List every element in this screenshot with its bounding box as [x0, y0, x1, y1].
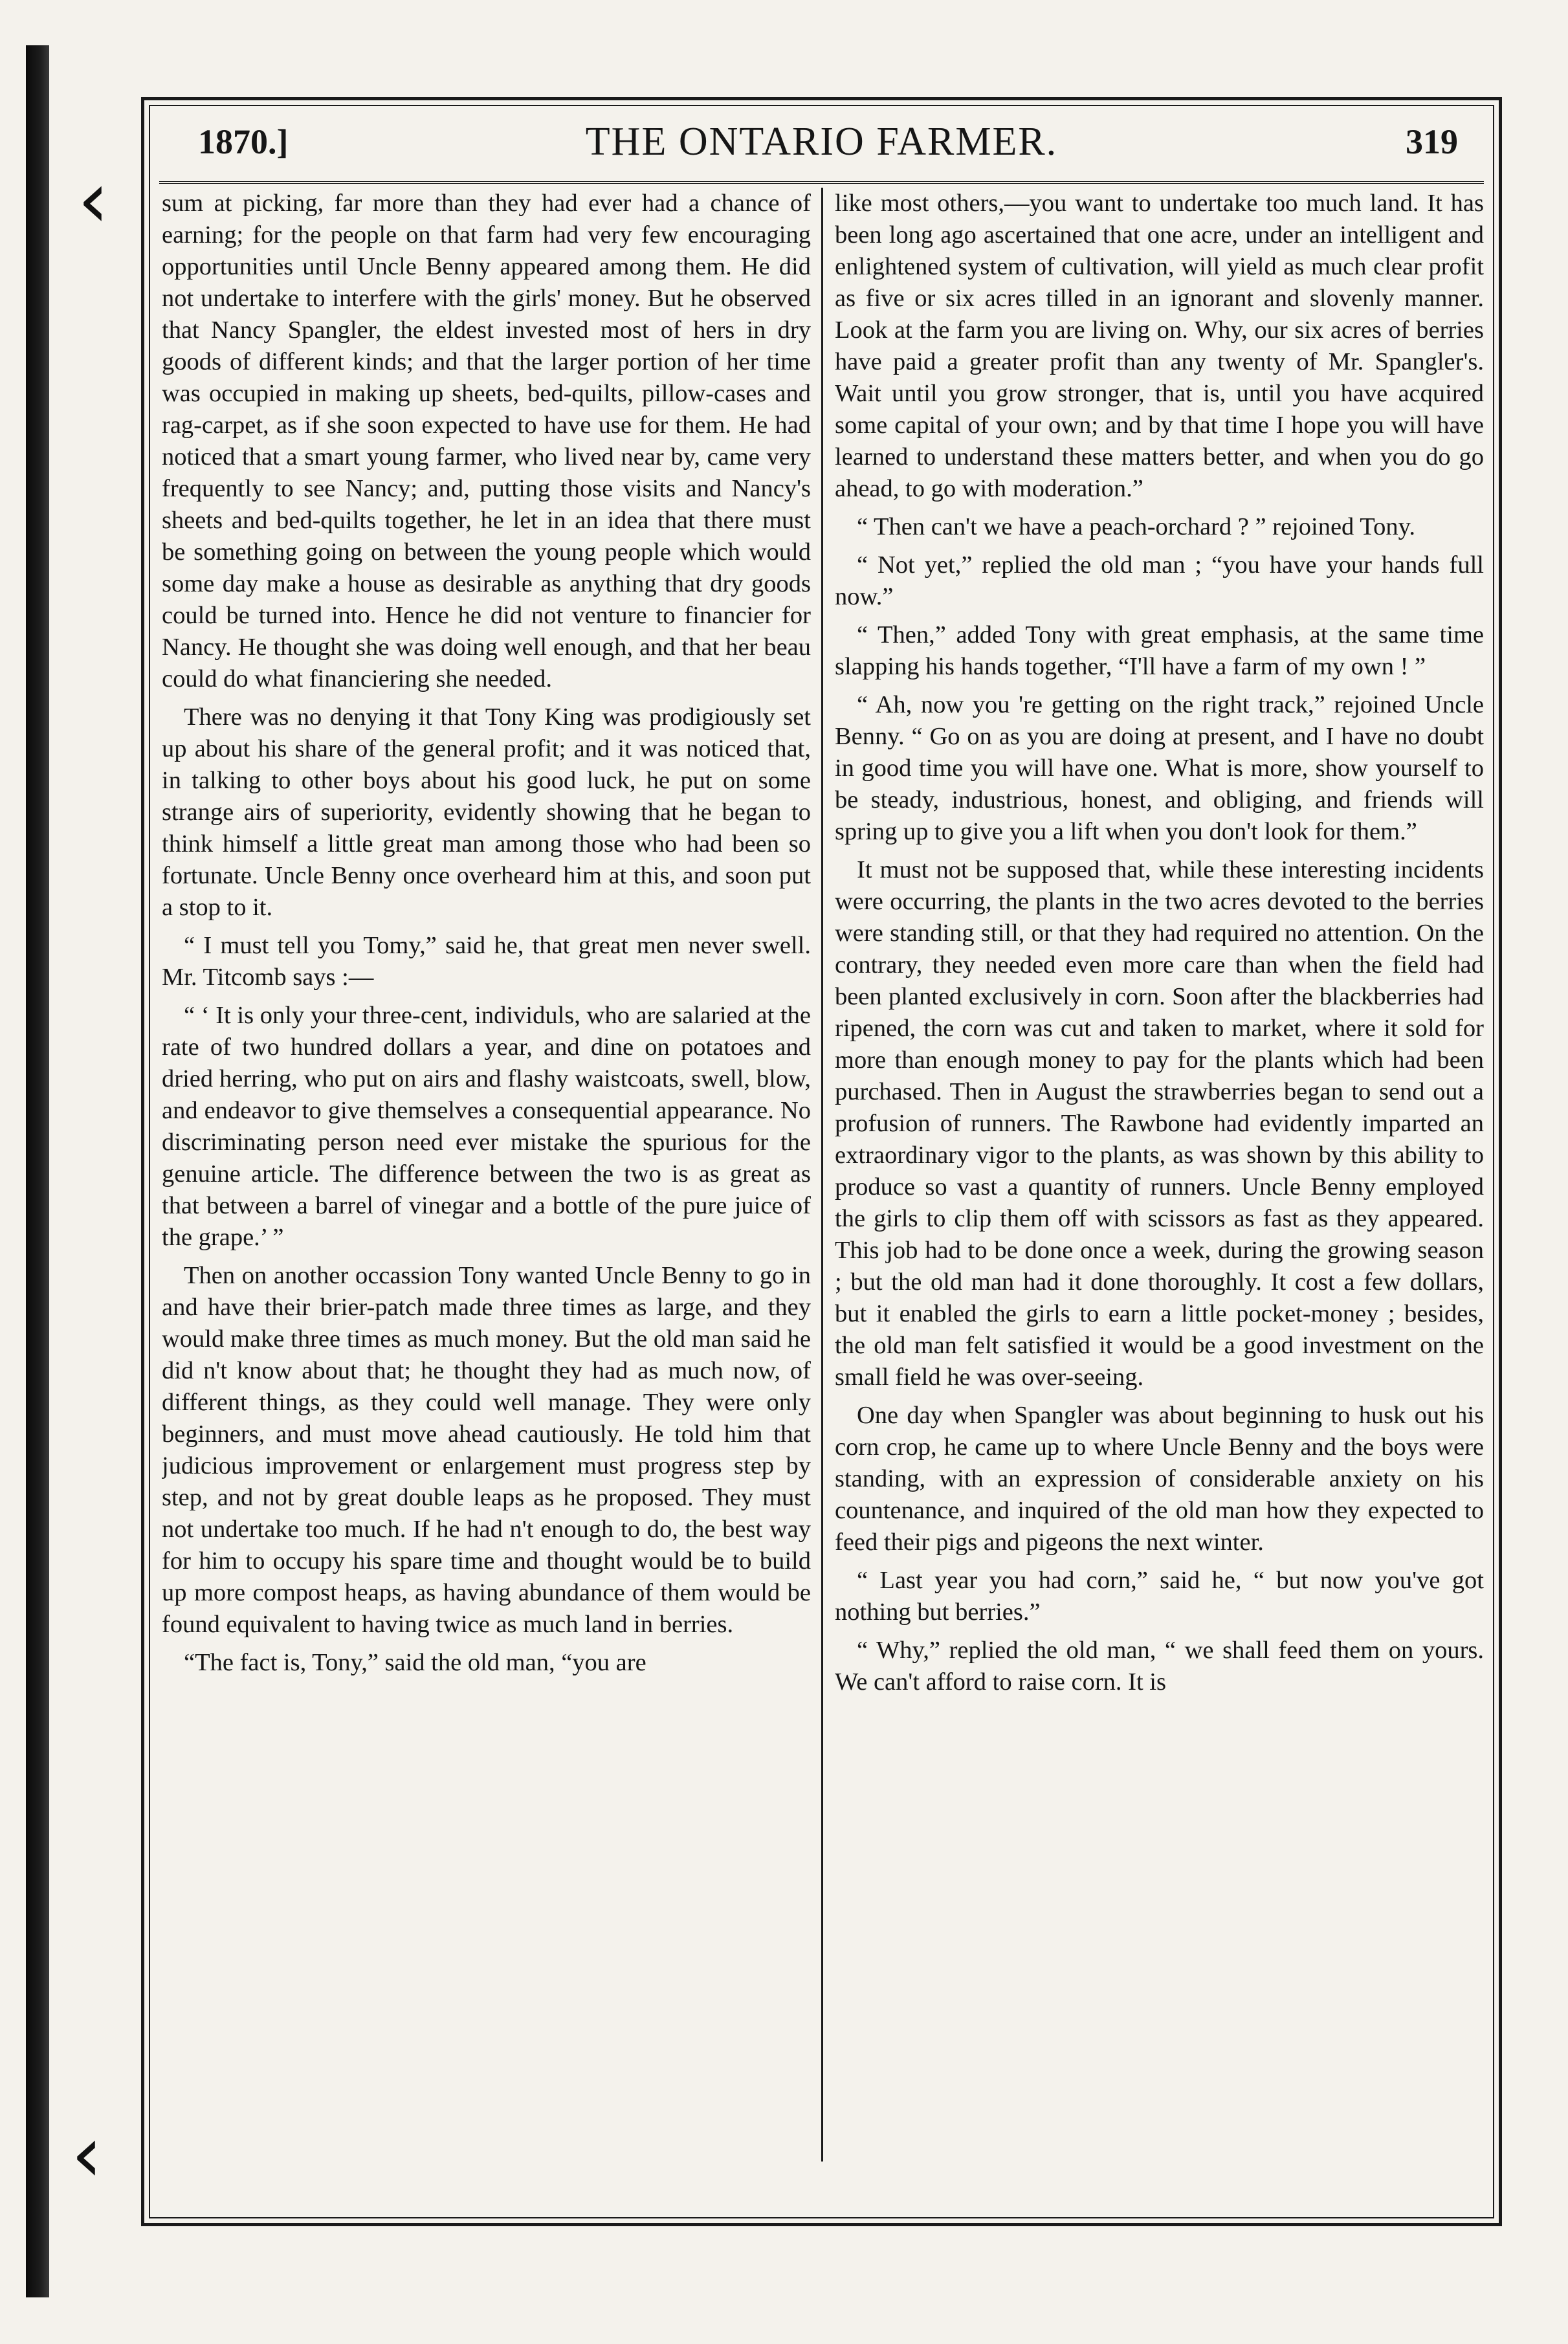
paragraph: sum at picking, far more than they had ever had a chance of earning; for the people on that farm had very few encouraging opportunities until Uncle Benny appeared among them. He did not undertake to interfere with the girls' money. But he observed that Nancy Spangler, the eldest invested most of hers in dry goods of different kinds; and that the larger portion of her time was occupied in making up sheets, bed-quilts, pillow-cases and rag-carpet, as if she soon expected to have use for them. He had noticed that a smart young farmer, who lived near by, came very frequently to see Nancy; and, putting those visits and Nancy's sheets and bed-quilts together, he let in an idea that there must be something going on between the young people which would some day make a house as desirable as anything that dry goods could be turned into. Hence he did not venture to financier for Nancy. He thought she was doing well enough, and that her beau could do what financiering she needed.	[162, 190, 811, 692]
paragraph: One day when Spangler was about beginning to husk out his corn crop, he came up to where Uncle Benny and the boys were standing, with an expression of considerable anxiety on his countenance, and inquired of the old man how they expected to feed their pigs and pigeons the next winter.	[835, 1402, 1484, 1556]
column-divider	[821, 188, 823, 2162]
paragraph: “ Why,” replied the old man, “ we shall feed them on yours. We can't afford to raise corn. It is	[835, 1637, 1484, 1696]
page-binding-edge	[26, 45, 49, 2297]
paragraph: Then on another occassion Tony wanted Uncle Benny to go in and have their brier-patch made three times as large, and they would make three times as much money. But the old man said he did n't know about that; he thought they had as much now, of different things, as they could well manage. They were only beginners, and must move ahead cautiously. He told him that judicious improvement or enlargement must progress step by step, and not by great double leaps as he proposed. They must not undertake too much. If he had n't enough to do, the best way for him to occupy his spare time and thought would be to build up more compost heaps, as having abundance of them would be found equivalent to having twice as much land in berries.	[162, 1262, 811, 1638]
paragraph: “ Ah, now you 're getting on the right track,” rejoined Uncle Benny. “ Go on as you are doing at present, and I have no doubt in good time you will have one. What is more, show yourself to be steady, industrious, honest, and obliging, and friends will spring up to give you a lift when you don't look for them.”	[835, 691, 1484, 845]
paragraph: “ I must tell you Tomy,” said he, that great men never swell. Mr. Titcomb says :—	[162, 932, 811, 991]
header-year: 1870.]	[198, 122, 289, 161]
paragraph: “The fact is, Tony,” said the old man, “you are	[184, 1649, 646, 1676]
paragraph: “ Then,” added Tony with great emphasis, at the same time slapping his hands together, “I'll have a farm of my own ! ”	[835, 621, 1484, 680]
margin-mark-icon: ‹	[78, 155, 109, 245]
running-header	[159, 116, 1484, 184]
margin-mark-icon: ‹	[71, 2110, 102, 2200]
journal-title: THE ONTARIO FARMER.	[585, 120, 1058, 164]
page-number: 319	[1406, 122, 1458, 161]
paragraph: There was no denying it that Tony King was prodigiously set up about his share of the general profit; and it was noticed that, in talking to other boys about his good luck, he put on some strange airs of superiority, evidently showing that he began to think himself a little great man among those who had been so fortunate. Uncle Benny once overheard him at this, and soon put a stop to it.	[162, 703, 811, 921]
paragraph: like most others,—you want to undertake too much land. It has been long ago ascertained that one acre, under an intelligent and enlightened system of cultivation, will yield as much clear profit as five or six acres tilled in an ignorant and slovenly manner. Look at the farm you are living on. Why, our six acres of berries have paid a greater profit than any twenty of Mr. Spangler's. Wait until you grow stronger, that is, until you have acquired some capital of your own; and by that time I hope you will have learned to understand these matters better, and when you do go ahead, to go with moderation.”	[835, 190, 1484, 502]
paragraph: It must not be supposed that, while these interesting incidents were occurring, the plants in the two acres devoted to the berries were standing still, or that they had required no attention. On the contrary, they needed even more care than when the field had been planted exclusively in corn. Soon after the blackberries had ripened, the corn was cut and taken to market, where it sold for more than enough money to pay for the plants which had been purchased. Then in August the strawberries began to send out a profusion of runners. The Rawbone had evidently imparted an extraordinary vigor to the plants, as was shown by this ability to produce so vast a quantity of runners. Uncle Benny employed the girls to clip them off with scissors as fast as they appeared. This job had to be done once a week, during the growing season ; but the old man had it done thoroughly. It cost a few dollars, but it enabled the girls to earn a little pocket-money ; besides, the old man felt satisfied it would be a good investment on the small field he was over-seeing.	[835, 856, 1484, 1391]
left-column	[162, 188, 811, 2162]
paragraph: “ Last year you had corn,” said he, “ but now you've got nothing but berries.”	[835, 1567, 1484, 1626]
paragraph: “ Then can't we have a peach-orchard ? ” rejoined Tony.	[857, 513, 1415, 540]
right-column	[835, 188, 1484, 2162]
paragraph: “ ‘ It is only your three-cent, individuls, who are salaried at the rate of two hundred dollars a year, and dine on potatoes and dried herring, who put on airs and flashy waistcoats, swell, blow, and endeavor to give themselves a consequential appearance. No discriminating person need ever mistake the spurious for the genuine article. The difference between the two is as great as that between a barrel of vinegar and a bottle of the pure juice of the grape.’ ”	[162, 1002, 811, 1251]
paragraph: “ Not yet,” replied the old man ; “you have your hands full now.”	[835, 551, 1484, 610]
